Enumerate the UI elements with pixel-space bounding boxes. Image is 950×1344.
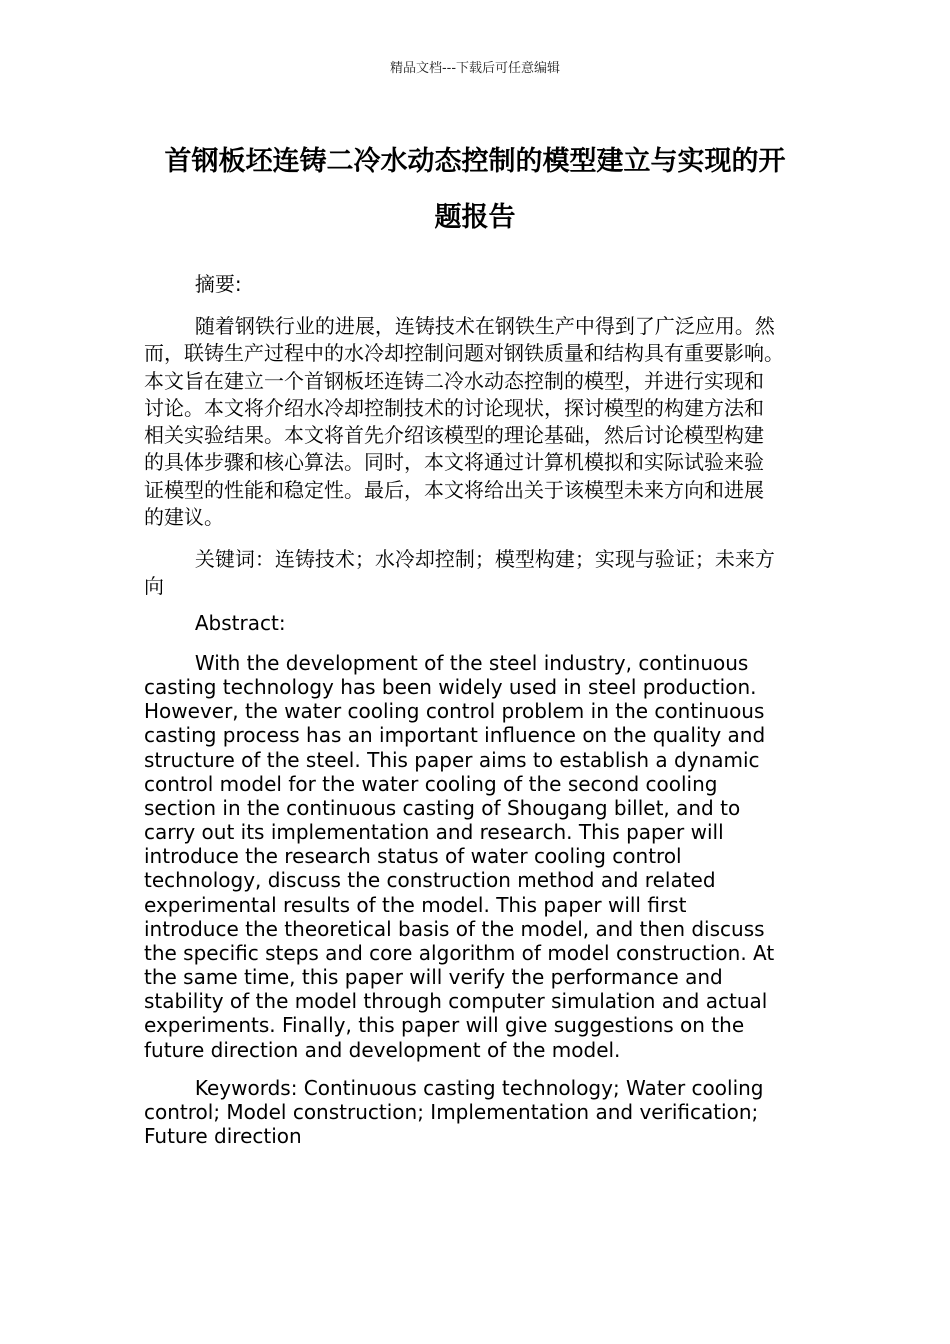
- text-line: However, the water cooling control problem in the continuous: [144, 699, 765, 724]
- text-line: control model for the water cooling of the second cooling: [144, 771, 718, 796]
- text-line: 的建议。: [144, 505, 224, 530]
- text-line: technology, discuss the construction method and related: [144, 868, 716, 893]
- text-line: introduce the theoretical basis of the model, and then discuss: [144, 916, 765, 941]
- en-abstract-label: [144, 611, 824, 635]
- text-line: With the development of the steel industry, continuous: [144, 651, 749, 675]
- text-line: section in the continuous casting of Shougang billet, and to: [144, 795, 741, 820]
- title-line: 题报告: [434, 202, 516, 233]
- text-line: future direction and development of the model.: [144, 1037, 621, 1062]
- text-line: experimental results of the model. This paper will first: [144, 892, 687, 917]
- text-line: 随着钢铁行业的进展，连铸技术在钢铁生产中得到了广泛应用。然: [144, 314, 775, 338]
- text-line: 的具体步骤和核心算法。同时，本文将通过计算机模拟和实际试验来验: [144, 450, 764, 475]
- text-line: 本文旨在建立一个首钢板坯连铸二冷水动态控制的模型，并进行实现和: [144, 368, 764, 393]
- text-line: stability of the model through computer simulation and actual: [144, 989, 768, 1014]
- text-line: casting process has an important influence on the quality and: [144, 723, 766, 748]
- text-line: 关键词：连铸技术；水冷却控制；模型构建；实现与验证；未来方: [144, 547, 775, 571]
- text-line: casting technology has been widely used in steel production.: [144, 675, 757, 700]
- text-line: control; Model construction; Implementation and verification;: [144, 1100, 759, 1125]
- text-line: carry out its implementation and research. This paper will: [144, 820, 724, 845]
- document-title: [140, 134, 810, 246]
- zh-keywords: [144, 546, 824, 601]
- text-line: 讨论。本文将介绍水冷却控制技术的讨论现状，探讨模型的构建方法和: [144, 395, 764, 420]
- text-line: 向: [144, 574, 164, 599]
- text-line: 而，联铸生产过程中的水冷却控制问题对钢铁质量和结构具有重要影响。: [144, 341, 784, 366]
- en-abstract-body: [144, 651, 824, 1062]
- text-line: 摘要:: [144, 272, 242, 296]
- text-line: Abstract:: [144, 611, 286, 635]
- en-keywords: [144, 1076, 824, 1148]
- zh-abstract-body: [144, 313, 824, 531]
- title-line: 首钢板坯连铸二冷水动态控制的模型建立与实现的开: [164, 146, 786, 177]
- text-line: Keywords: Continuous casting technology; Water cooling: [144, 1076, 764, 1100]
- text-line: Future direction: [144, 1124, 302, 1149]
- zh-abstract-label: [144, 271, 824, 298]
- text-line: the same time, this paper will verify the performance and: [144, 965, 723, 990]
- text-line: 相关实验结果。本文将首先介绍该模型的理论基础，然后讨论模型构建: [144, 423, 764, 448]
- text-line: introduce the research status of water cooling control: [144, 844, 682, 869]
- text-line: 证模型的性能和稳定性。最后，本文将给出关于该模型未来方向和进展: [144, 477, 764, 502]
- text-line: structure of the steel. This paper aims to establish a dynamic: [144, 747, 760, 772]
- text-line: the specific steps and core algorithm of model construction. At: [144, 940, 775, 965]
- page-header: 精品文档---下载后可任意编辑: [389, 61, 561, 76]
- text-line: experiments. Finally, this paper will give suggestions on the: [144, 1013, 745, 1038]
